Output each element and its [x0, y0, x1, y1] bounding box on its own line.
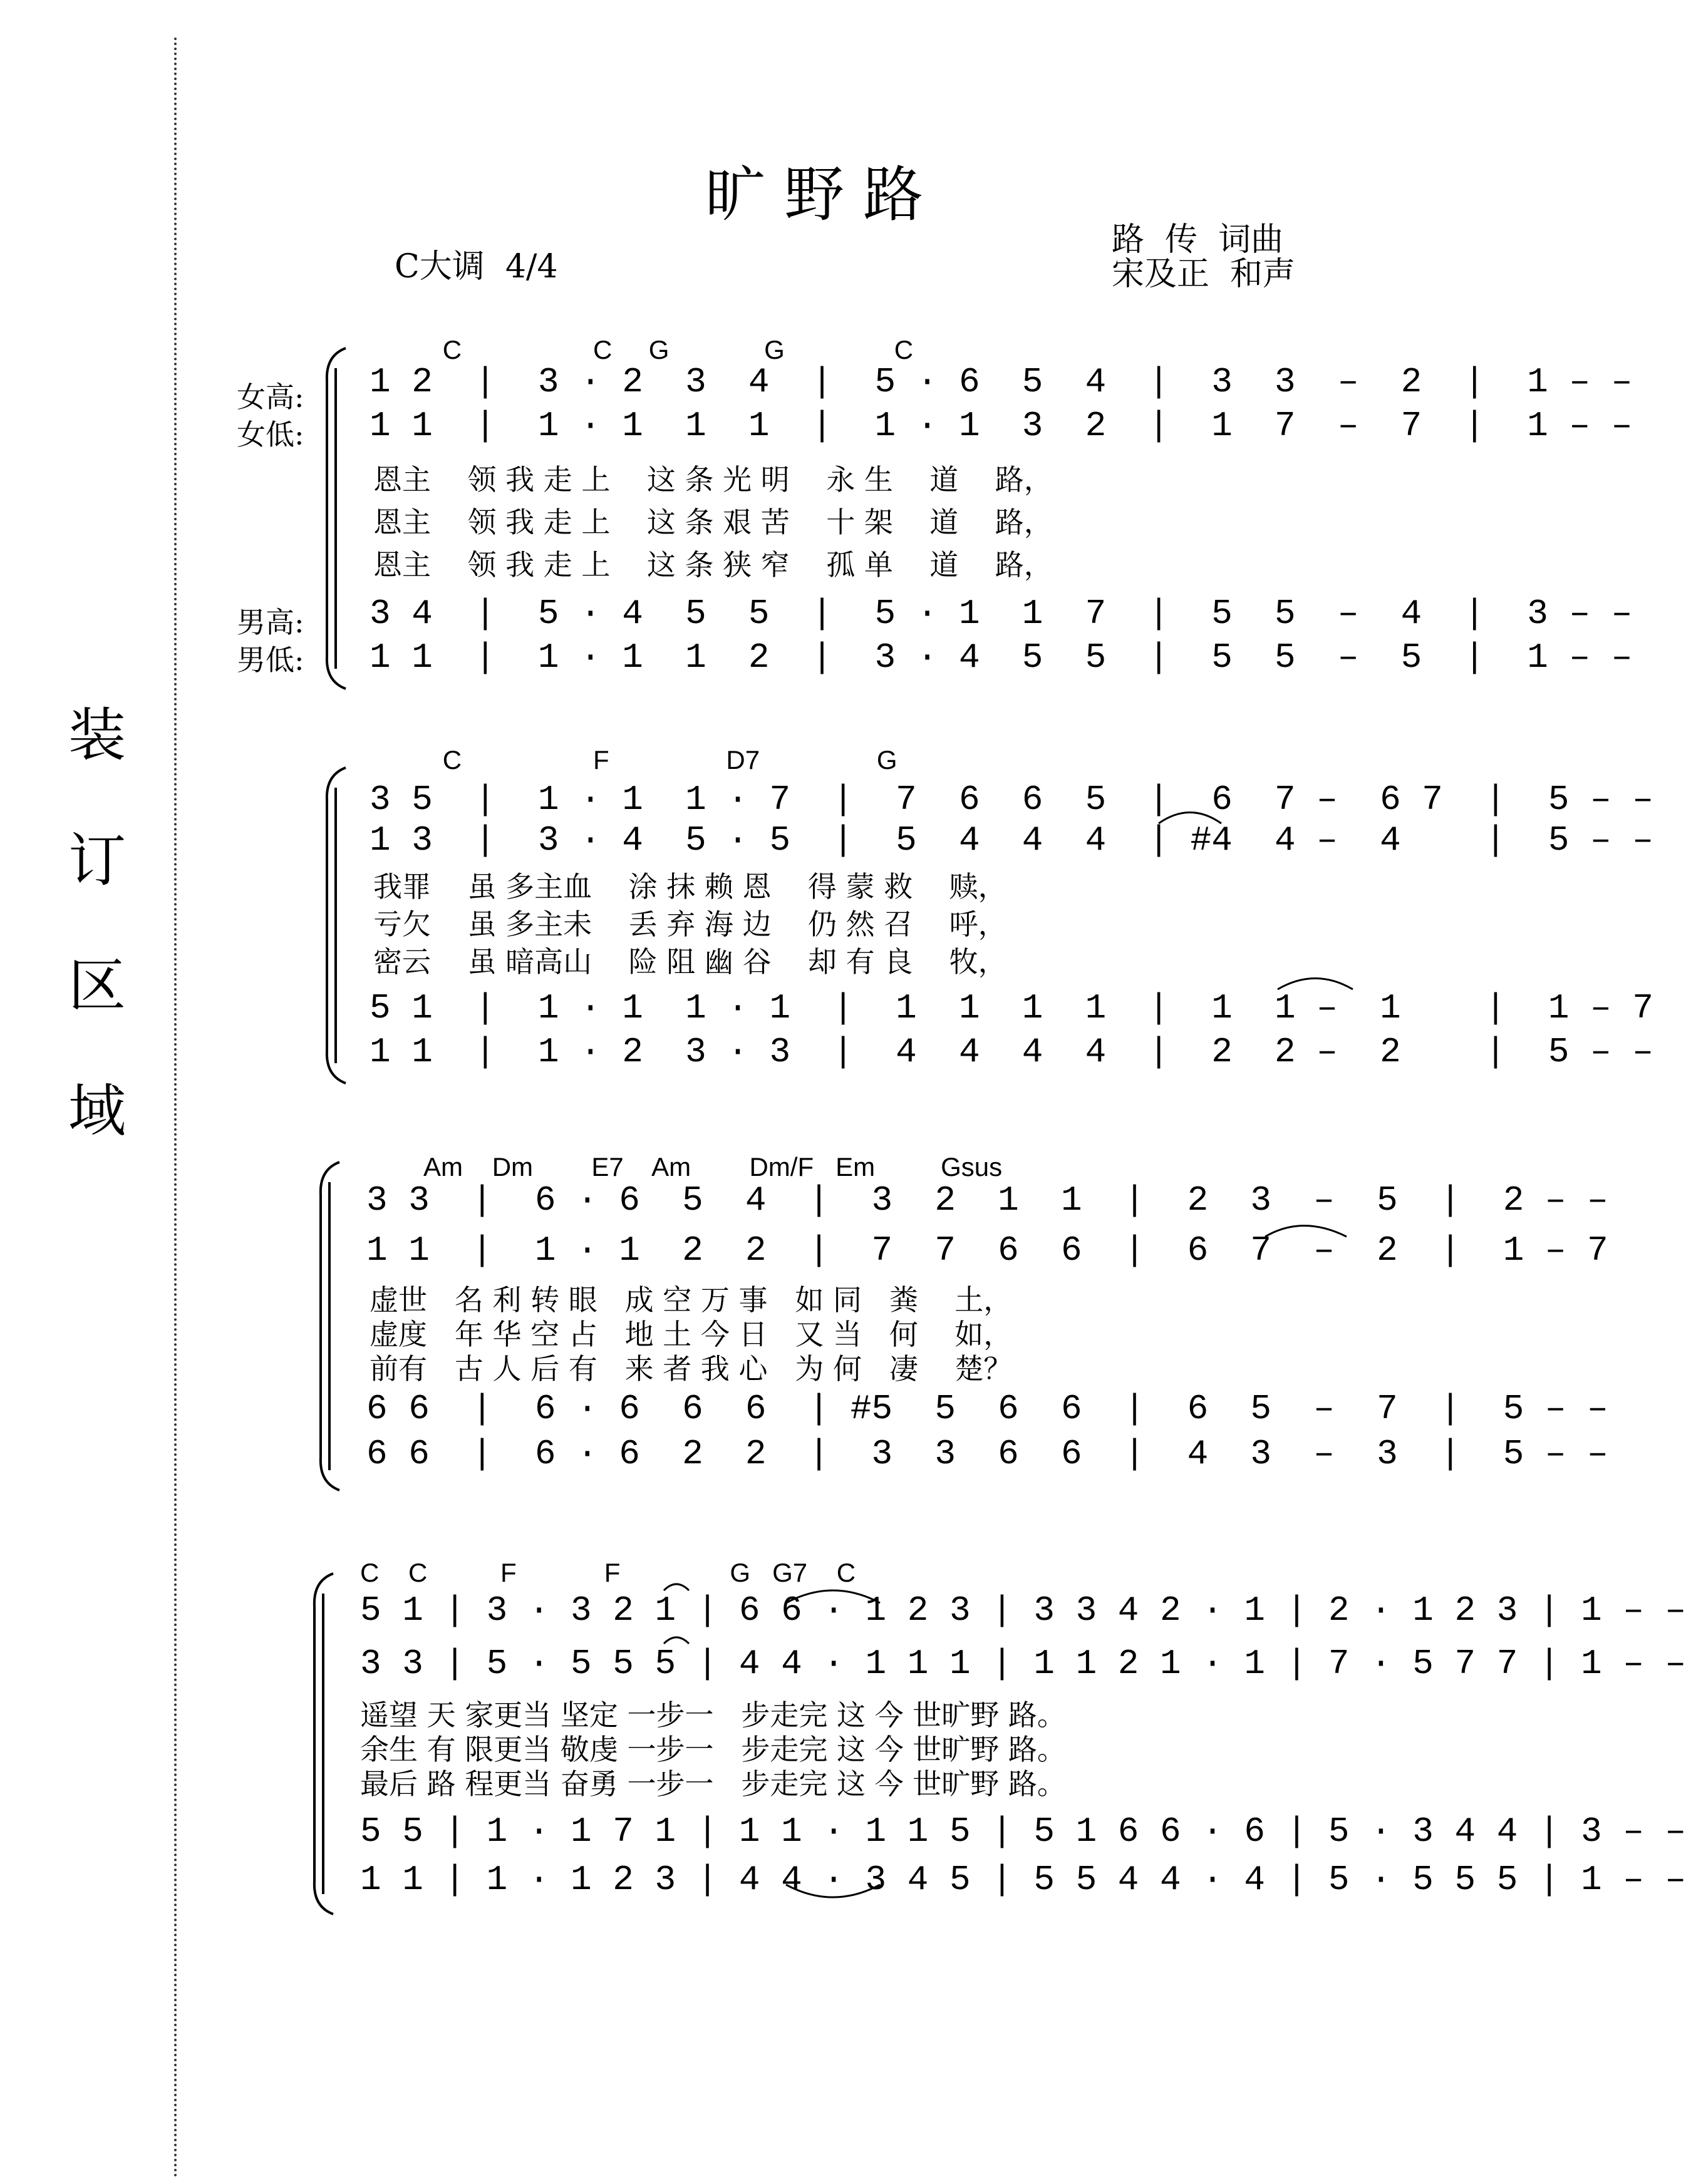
chord-symbols: Am Dm E7 Am Dm/F Em Gsus: [366, 1152, 1003, 1182]
lyric-verse-2: 恩主 领 我 走 上 这 条 艰 苦 十 架 道 路，: [373, 505, 1053, 539]
lyric-verse-2: 亏欠 虽 多主未 丢 弃 海 边 仍 然 召 呼，: [373, 907, 1007, 941]
tenor-notes: 6 6 | 6 · 6 6 6 | #5 5 6 6 | 6 5 – 7 | 5 – –: [366, 1389, 1608, 1429]
alto-notes: 1 1 | 1 · 1 2 2 | 7 7 6 6 | 6 7 – 2 | 1 – 7: [366, 1230, 1608, 1270]
lyric-verse-2: 虚度 年 华 空 占 地 土 今 日 又 当 何 如，: [370, 1317, 1013, 1351]
bass-notes: 1 1 | 1 · 1 1 2 | 3 · 4 5 5 | 5 5 – 5 | 1 – –: [370, 637, 1633, 677]
chord-symbols: C F D7 G: [370, 745, 897, 775]
lyric-verse-1: 我罪 虽 多主血 涂 抹 赖 恩 得 蒙 救 赎，: [373, 870, 1007, 904]
tenor-notes: 3 4 | 5 · 4 5 5 | 5 · 1 1 7 | 5 5 – 4 | 3 – –: [370, 594, 1633, 634]
credit-harmony: 宋及正 和声: [1112, 255, 1296, 293]
lyric-verse-1: 恩主 领 我 走 上 这 条 光 明 永 生 道 路，: [373, 463, 1053, 497]
chord-symbols: C C G G C: [370, 335, 914, 364]
alto-notes: 1 1 | 1 · 1 1 1 | 1 · 1 3 2 | 1 7 – 7 | 1 – –: [370, 406, 1633, 446]
alto-notes: 1 3 | 3 · 4 5 · 5 | 5 4 4 4 | #4 4 – 4 | 5 – –: [370, 820, 1653, 860]
binding-char: 订: [68, 827, 126, 894]
voice-label-soprano: 女高:: [237, 380, 304, 414]
tenor-notes: 5 1 | 1 · 1 1 · 1 | 1 1 1 1 | 1 1 – 1 | 1 – 7: [370, 988, 1653, 1028]
alto-notes: 3 3 | 5 · 5 5 5 | 4 4 · 1 1 1 | 1 1 2 1 · 1 | 7 · 5 7 7 | 1 – –: [360, 1644, 1686, 1684]
key-time-signature: C大调 4/4: [395, 248, 558, 286]
lyric-verse-3: 恩主 领 我 走 上 这 条 狭 窄 孤 单 道 路，: [373, 548, 1053, 582]
lyric-verse-3: 前有 古 人 后 有 来 者 我 心 为 何 凄 楚？: [370, 1352, 1013, 1386]
lyric-verse-3: 密云 虽 暗高山 险 阻 幽 谷 却 有 良 牧，: [373, 945, 1007, 979]
voice-label-bass: 男低:: [237, 643, 304, 677]
voice-label-tenor: 男高:: [237, 605, 304, 639]
bass-notes: 6 6 | 6 · 6 2 2 | 3 3 6 6 | 4 3 – 3 | 5 – –: [366, 1434, 1608, 1474]
credit-lyrics-music: 路 传 词曲: [1112, 221, 1284, 259]
lyric-verse-1: 遥望 天 家更当 坚定 一步一 步走完 这 今 世旷野 路。: [360, 1698, 1066, 1732]
bass-notes: 1 1 | 1 · 1 2 3 | 4 4 · 3 4 5 | 5 5 4 4 · 4 | 5 · 5 5 5 | 1 – –: [360, 1860, 1686, 1900]
soprano-notes: 5 1 | 3 · 3 2 1 | 6 6 · 1 2 3 | 3 3 4 2 · 1 | 2 · 1 2 3 | 1 – –: [360, 1590, 1686, 1630]
lyric-verse-2: 余生 有 限更当 敬虔 一步一 步走完 这 今 世旷野 路。: [360, 1733, 1066, 1766]
tenor-notes: 5 5 | 1 · 1 7 1 | 1 1 · 1 1 5 | 5 1 6 6 · 6 | 5 · 3 4 4 | 3 – –: [360, 1811, 1686, 1852]
soprano-notes: 3 3 | 6 · 6 5 4 | 3 2 1 1 | 2 3 – 5 | 2 – –: [366, 1180, 1608, 1220]
lyric-verse-3: 最后 路 程更当 奋勇 一步一 步走完 这 今 世旷野 路。: [360, 1767, 1066, 1801]
voice-label-alto: 女低:: [237, 418, 304, 451]
bass-notes: 1 1 | 1 · 2 3 · 3 | 4 4 4 4 | 2 2 – 2 | 5 – –: [370, 1032, 1653, 1072]
binding-char: 域: [68, 1078, 126, 1145]
lyric-verse-1: 虚世 名 利 转 眼 成 空 万 事 如 同 粪 土，: [370, 1283, 1013, 1317]
page-title: 旷野路: [705, 160, 942, 230]
binding-char: 装: [68, 702, 126, 769]
soprano-notes: 3 5 | 1 · 1 1 · 7 | 7 6 6 5 | 6 7 – 6 7 | 5 – –: [370, 780, 1653, 820]
chord-symbols: C C F F G G7 C: [360, 1558, 856, 1587]
soprano-notes: 1 2 | 3 · 2 3 4 | 5 · 6 5 4 | 3 3 – 2 | 1 – –: [370, 362, 1633, 402]
binding-char: 区: [68, 952, 126, 1019]
